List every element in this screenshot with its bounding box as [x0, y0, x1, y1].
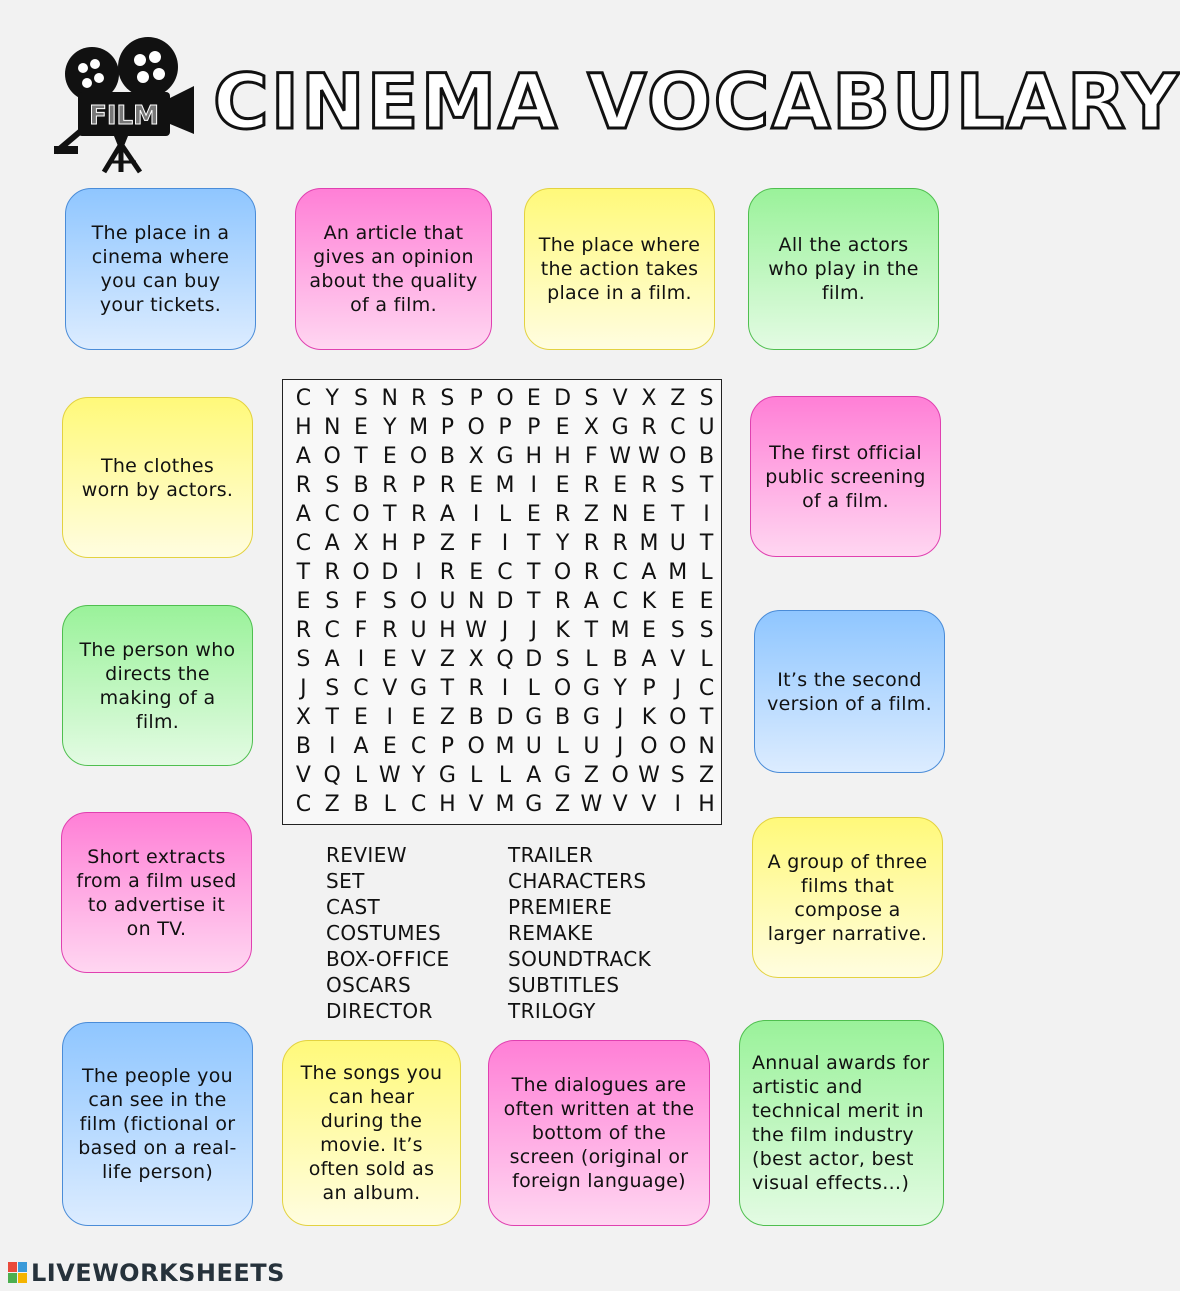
grid-letter[interactable]: G [582, 676, 600, 701]
grid-letter[interactable]: G [611, 415, 629, 440]
grid-letter[interactable]: T [699, 705, 714, 730]
clue-cast[interactable]: All the actors who play in the film. [748, 188, 939, 350]
grid-letter[interactable]: S [699, 618, 714, 643]
grid-letter[interactable]: A [353, 734, 369, 759]
grid-letter[interactable]: E [613, 473, 628, 498]
grid-letter[interactable]: L [383, 792, 396, 817]
grid-letter[interactable]: R [410, 502, 427, 527]
grid-letter[interactable]: M [409, 415, 429, 440]
grid-letter[interactable]: C [324, 502, 340, 527]
word-search-grid [282, 379, 722, 825]
grid-letter[interactable]: L [470, 763, 483, 788]
grid-letter[interactable]: P [469, 386, 483, 411]
grid-letter[interactable]: Y [383, 415, 397, 440]
grid-letter[interactable]: B [468, 705, 484, 730]
grid-letter[interactable]: C [410, 734, 427, 759]
grid-letter[interactable]: L [700, 560, 713, 585]
grid-letter[interactable]: V [411, 647, 427, 672]
clue-soundtrack[interactable]: The songs you can hear during the movie. It’s often sold as an album. [282, 1040, 461, 1226]
grid-letter[interactable]: O [409, 589, 428, 614]
grid-letter[interactable]: Z [439, 705, 455, 730]
word-list-item: REMAKE [508, 921, 594, 945]
grid-letter[interactable]: Z [439, 531, 455, 556]
grid-letter[interactable]: X [295, 705, 311, 730]
grid-letter[interactable]: G [410, 676, 428, 701]
grid-letter[interactable]: I [415, 560, 422, 585]
grid-letter[interactable]: Z [439, 647, 455, 672]
grid-letter[interactable]: O [669, 444, 687, 469]
grid-letter[interactable]: R [295, 618, 312, 643]
clue-costumes[interactable]: The clothes worn by actors. [62, 397, 253, 558]
grid-letter[interactable]: P [411, 531, 426, 556]
grid-letter[interactable]: S [382, 589, 397, 614]
grid-letter[interactable]: O [409, 444, 428, 469]
grid-letter[interactable]: J [300, 676, 307, 701]
grid-letter[interactable]: A [641, 560, 657, 585]
word-list-item: CHARACTERS [508, 869, 647, 893]
grid-letter[interactable]: J [616, 705, 624, 730]
grid-letter[interactable]: H [295, 415, 312, 440]
grid-letter[interactable]: F [354, 618, 368, 643]
grid-letter[interactable]: S [670, 618, 685, 643]
clue-director[interactable]: The person who directs the making of a film. [62, 605, 253, 766]
grid-letter[interactable]: T [527, 531, 541, 556]
grid-letter[interactable]: X [583, 415, 599, 440]
grid-letter[interactable]: S [670, 763, 685, 788]
grid-letter[interactable]: J [616, 734, 624, 759]
grid-letter[interactable]: A [526, 763, 542, 788]
grid-letter[interactable]: O [553, 560, 572, 585]
grid-letter[interactable]: A [439, 502, 455, 527]
grid-letter[interactable]: D [554, 386, 572, 411]
clue-oscars[interactable]: Annual awards for artistic and technical merit in the film industry (best actor, best visual effects…) [739, 1020, 944, 1226]
grid-letter[interactable]: C [295, 531, 312, 556]
grid-letter[interactable]: L [700, 647, 713, 672]
grid-letter[interactable]: O [611, 763, 629, 788]
grid-letter[interactable]: L [354, 763, 368, 788]
grid-letter[interactable]: D [496, 589, 514, 614]
grid-letter[interactable]: H [698, 792, 715, 817]
grid-letter[interactable]: Z [583, 763, 599, 788]
grid-letter[interactable]: R [324, 560, 340, 585]
liveworksheets-logo[interactable] [8, 1259, 285, 1287]
grid-letter[interactable]: V [612, 792, 628, 817]
grid-letter[interactable]: S [354, 386, 368, 411]
grid-letter[interactable]: E [354, 415, 368, 440]
grid-letter[interactable]: D [525, 647, 543, 672]
grid-letter[interactable]: P [411, 473, 426, 498]
grid-letter[interactable]: A [641, 647, 657, 672]
grid-letter[interactable]: R [410, 386, 427, 411]
grid-letter[interactable]: P [440, 734, 455, 759]
grid-letter[interactable]: O [669, 734, 687, 759]
clue-review[interactable]: An article that gives an opinion about the quality of a film. [295, 188, 492, 350]
grid-letter[interactable]: A [295, 444, 311, 469]
grid-letter[interactable]: L [498, 502, 512, 527]
grid-letter[interactable]: Y [555, 531, 570, 556]
grid-letter[interactable]: T [440, 676, 455, 701]
grid-letter[interactable]: R [382, 473, 398, 498]
grid-letter[interactable]: C [612, 589, 628, 614]
word-list-item: REVIEW [326, 843, 407, 867]
grid-letter[interactable]: J [674, 676, 681, 701]
grid-letter[interactable]: E [526, 386, 541, 411]
grid-letter[interactable]: R [439, 560, 456, 585]
grid-letter[interactable]: T [699, 473, 714, 498]
grid-letter[interactable]: G [525, 792, 543, 817]
grid-letter[interactable]: H [554, 444, 571, 469]
grid-letter[interactable]: D [381, 560, 399, 585]
grid-letter[interactable]: K [555, 618, 570, 643]
grid-letter[interactable]: O [352, 502, 370, 527]
grid-letter[interactable]: W [378, 763, 401, 788]
grid-letter[interactable]: C [670, 415, 686, 440]
grid-letter[interactable]: V [468, 792, 484, 817]
word-list-column-1 [326, 842, 450, 1024]
grid-letter[interactable]: I [501, 676, 509, 701]
grid-letter[interactable]: G [438, 763, 456, 788]
grid-letter[interactable]: R [554, 589, 571, 614]
grid-letter[interactable]: F [354, 589, 368, 614]
grid-letter[interactable]: F [469, 531, 483, 556]
grid-letter[interactable]: B [353, 792, 369, 817]
grid-letter[interactable]: A [324, 531, 340, 556]
grid-letter[interactable]: T [296, 560, 311, 585]
grid-letter[interactable]: I [386, 705, 394, 730]
clue-box-office[interactable]: The place in a cinema where you can buy your tickets. [65, 188, 256, 350]
grid-letter[interactable]: M [610, 618, 630, 643]
word-list-item: SOUNDTRACK [508, 947, 652, 971]
grid-letter[interactable]: Z [670, 386, 686, 411]
grid-letter[interactable]: T [354, 444, 368, 469]
grid-letter[interactable]: T [527, 560, 541, 585]
grid-letter[interactable]: N [381, 386, 399, 411]
grid-letter[interactable]: I [703, 502, 710, 527]
grid-letter[interactable]: C [612, 560, 628, 585]
word-list-item: SUBTITLES [508, 973, 620, 997]
grid-letter[interactable]: O [467, 415, 485, 440]
grid-letter[interactable]: S [296, 647, 311, 672]
grid-letter[interactable]: W [609, 444, 632, 469]
grid-letter[interactable]: O [352, 560, 370, 585]
grid-letter[interactable]: P [440, 415, 455, 440]
grid-letter[interactable]: X [353, 531, 369, 556]
grid-letter[interactable]: S [325, 589, 340, 614]
grid-letter[interactable]: C [497, 560, 513, 585]
grid-letter[interactable]: W [465, 618, 488, 643]
grid-letter[interactable]: R [583, 531, 600, 556]
grid-letter[interactable]: S [699, 386, 714, 411]
grid-letter[interactable]: U [410, 618, 427, 643]
clue-characters[interactable]: The people you can see in the film (fictional or based on a real-life person) [62, 1022, 253, 1226]
grid-letter[interactable]: W [638, 763, 660, 788]
grid-letter[interactable]: R [295, 473, 312, 498]
grid-letter[interactable]: E [382, 444, 397, 469]
grid-letter[interactable]: T [527, 589, 541, 614]
grid-letter[interactable]: L [556, 734, 569, 759]
grid-letter[interactable]: O [467, 734, 485, 759]
grid-letter[interactable]: N [698, 734, 715, 759]
page-title: CINEMA VOCABULARY [213, 57, 1180, 146]
word-list-item: DIRECTOR [326, 999, 433, 1023]
grid-letter[interactable]: Z [699, 763, 715, 788]
grid-letter[interactable]: W [580, 792, 603, 817]
grid-letter[interactable]: E [382, 647, 397, 672]
word-list-item: COSTUMES [326, 921, 442, 945]
word-list-item: OSCARS [326, 973, 412, 997]
grid-letter[interactable]: S [440, 386, 455, 411]
grid-letter[interactable]: M [495, 473, 515, 498]
grid-letter[interactable]: U [698, 415, 715, 440]
word-list-item: SET [326, 869, 365, 893]
grid-letter[interactable]: M [495, 792, 515, 817]
grid-letter[interactable]: S [325, 473, 340, 498]
grid-letter[interactable]: T [671, 502, 685, 527]
letter-grid [289, 384, 721, 819]
grid-letter[interactable]: I [674, 792, 681, 817]
grid-letter[interactable]: C [295, 792, 312, 817]
grid-letter[interactable]: Y [325, 386, 339, 411]
word-list-item: BOX-OFFICE [326, 947, 450, 971]
grid-letter[interactable]: U [583, 734, 600, 759]
clue-trilogy[interactable]: A group of three films that compose a larger narrative. [752, 817, 943, 978]
grid-letter[interactable]: B [699, 444, 715, 469]
grid-letter[interactable]: S [670, 473, 685, 498]
grid-letter[interactable]: Z [324, 792, 340, 817]
grid-letter[interactable]: L [527, 676, 540, 701]
grid-letter[interactable]: T [584, 618, 599, 643]
grid-letter[interactable]: G [554, 763, 572, 788]
grid-letter[interactable]: E [699, 589, 714, 614]
grid-letter[interactable]: A [324, 647, 340, 672]
grid-letter[interactable]: E [382, 734, 397, 759]
grid-letter[interactable]: P [498, 415, 512, 440]
grid-letter[interactable]: H [439, 792, 456, 817]
grid-letter[interactable]: L [585, 647, 598, 672]
grid-letter[interactable]: P [527, 415, 541, 440]
grid-letter[interactable]: L [498, 763, 512, 788]
grid-letter[interactable]: E [354, 705, 368, 730]
grid-letter[interactable]: O [669, 705, 687, 730]
grid-letter[interactable]: H [381, 531, 399, 556]
grid-letter[interactable]: E [670, 589, 685, 614]
grid-letter[interactable]: E [555, 473, 570, 498]
grid-letter[interactable]: V [612, 386, 628, 411]
clue-premiere[interactable]: The first official public screening of a film. [750, 396, 941, 557]
grid-letter[interactable]: R [641, 415, 657, 440]
grid-letter[interactable]: I [328, 734, 336, 759]
grid-letter[interactable]: T [383, 502, 397, 527]
grid-letter[interactable]: I [472, 502, 480, 527]
grid-letter[interactable]: A [583, 589, 599, 614]
grid-letter[interactable]: J [530, 618, 538, 643]
camera-film-label: FILM [89, 101, 159, 131]
grid-letter[interactable]: O [640, 734, 658, 759]
clue-trailer[interactable]: Short extracts from a film used to advertise it on TV. [61, 812, 252, 973]
grid-letter[interactable]: C [698, 676, 715, 701]
grid-letter[interactable]: C [410, 792, 427, 817]
grid-letter[interactable]: A [295, 502, 311, 527]
grid-letter[interactable]: I [357, 647, 365, 672]
grid-letter[interactable]: V [670, 647, 686, 672]
grid-letter[interactable]: B [612, 647, 628, 672]
grid-letter[interactable]: C [295, 386, 312, 411]
grid-letter[interactable]: I [530, 473, 538, 498]
grid-letter[interactable]: Q [496, 647, 514, 672]
logo-text: LIVEWORKSHEETS [31, 1259, 285, 1287]
grid-letter[interactable]: E [555, 415, 570, 440]
grid-letter[interactable]: N [323, 415, 341, 440]
grid-letter[interactable]: M [668, 560, 688, 585]
film-camera-icon [52, 34, 202, 174]
grid-letter[interactable]: K [641, 589, 657, 614]
grid-letter[interactable]: B [295, 734, 311, 759]
word-list-item: TRAILER [508, 843, 594, 867]
clue-remake[interactable]: It’s the second version of a film. [754, 610, 945, 773]
grid-letter[interactable]: H [439, 618, 456, 643]
grid-letter[interactable]: O [496, 386, 514, 411]
grid-letter[interactable]: F [585, 444, 598, 469]
grid-letter[interactable]: Y [411, 763, 426, 788]
grid-letter[interactable]: R [382, 618, 398, 643]
grid-letter[interactable]: S [584, 386, 599, 411]
grid-letter[interactable]: R [583, 560, 600, 585]
grid-letter[interactable]: B [555, 705, 571, 730]
grid-letter[interactable]: X [641, 386, 657, 411]
grid-letter[interactable]: U [525, 734, 542, 759]
grid-letter[interactable]: W [638, 444, 660, 469]
grid-letter[interactable]: E [296, 589, 311, 614]
grid-letter[interactable]: G [525, 705, 543, 730]
clue-set[interactable]: The place where the action takes place in a film. [524, 188, 715, 350]
grid-letter[interactable]: V [641, 792, 657, 817]
grid-letter[interactable]: R [612, 531, 628, 556]
grid-letter[interactable]: C [324, 618, 340, 643]
grid-letter[interactable]: B [353, 473, 369, 498]
grid-letter[interactable]: S [325, 676, 340, 701]
grid-letter[interactable]: Q [323, 763, 341, 788]
grid-letter[interactable]: V [295, 763, 311, 788]
grid-letter[interactable]: U [439, 589, 456, 614]
grid-letter[interactable]: D [496, 705, 514, 730]
grid-letter[interactable]: M [639, 531, 659, 556]
grid-letter[interactable]: O [553, 676, 572, 701]
grid-letter[interactable]: N [467, 589, 485, 614]
grid-letter[interactable]: T [699, 531, 714, 556]
word-list-column-2 [508, 842, 651, 1024]
grid-letter[interactable]: S [555, 647, 570, 672]
grid-letter[interactable]: O [323, 444, 341, 469]
grid-letter[interactable]: E [642, 618, 656, 643]
grid-letter[interactable]: X [468, 444, 484, 469]
grid-letter[interactable]: Y [613, 676, 627, 701]
grid-letter[interactable]: Z [555, 792, 571, 817]
grid-letter[interactable]: E [469, 560, 484, 585]
grid-letter[interactable]: T [325, 705, 339, 730]
clue-subtitles[interactable]: The dialogues are often written at the bottom of the screen (original or foreign language) [488, 1040, 710, 1226]
word-list-item: TRILOGY [508, 999, 596, 1023]
grid-letter[interactable]: E [526, 502, 541, 527]
grid-letter[interactable]: R [641, 473, 657, 498]
word-list-item: CAST [326, 895, 381, 919]
grid-letter[interactable]: V [382, 676, 398, 701]
grid-letter[interactable]: R [583, 473, 600, 498]
grid-letter[interactable]: P [642, 676, 656, 701]
grid-letter[interactable]: H [525, 444, 543, 469]
word-list-item: PREMIERE [508, 895, 613, 919]
grid-letter[interactable]: E [411, 705, 426, 730]
grid-letter[interactable]: U [669, 531, 686, 556]
grid-letter[interactable]: X [468, 647, 484, 672]
grid-letter[interactable]: G [582, 705, 600, 730]
grid-letter[interactable]: G [496, 444, 514, 469]
grid-letter[interactable]: N [611, 502, 629, 527]
grid-letter[interactable]: J [501, 618, 509, 643]
grid-letter[interactable]: R [554, 502, 571, 527]
grid-letter[interactable]: R [439, 473, 456, 498]
liveworksheets-logo-icon [8, 1262, 28, 1284]
grid-letter[interactable]: Z [583, 502, 599, 527]
grid-letter[interactable]: M [495, 734, 515, 759]
grid-letter[interactable]: K [641, 705, 657, 730]
grid-letter[interactable]: B [439, 444, 455, 469]
grid-letter[interactable]: E [642, 502, 656, 527]
grid-letter[interactable]: C [353, 676, 369, 701]
grid-letter[interactable]: E [469, 473, 484, 498]
grid-letter[interactable]: I [501, 531, 509, 556]
grid-letter[interactable]: R [468, 676, 484, 701]
